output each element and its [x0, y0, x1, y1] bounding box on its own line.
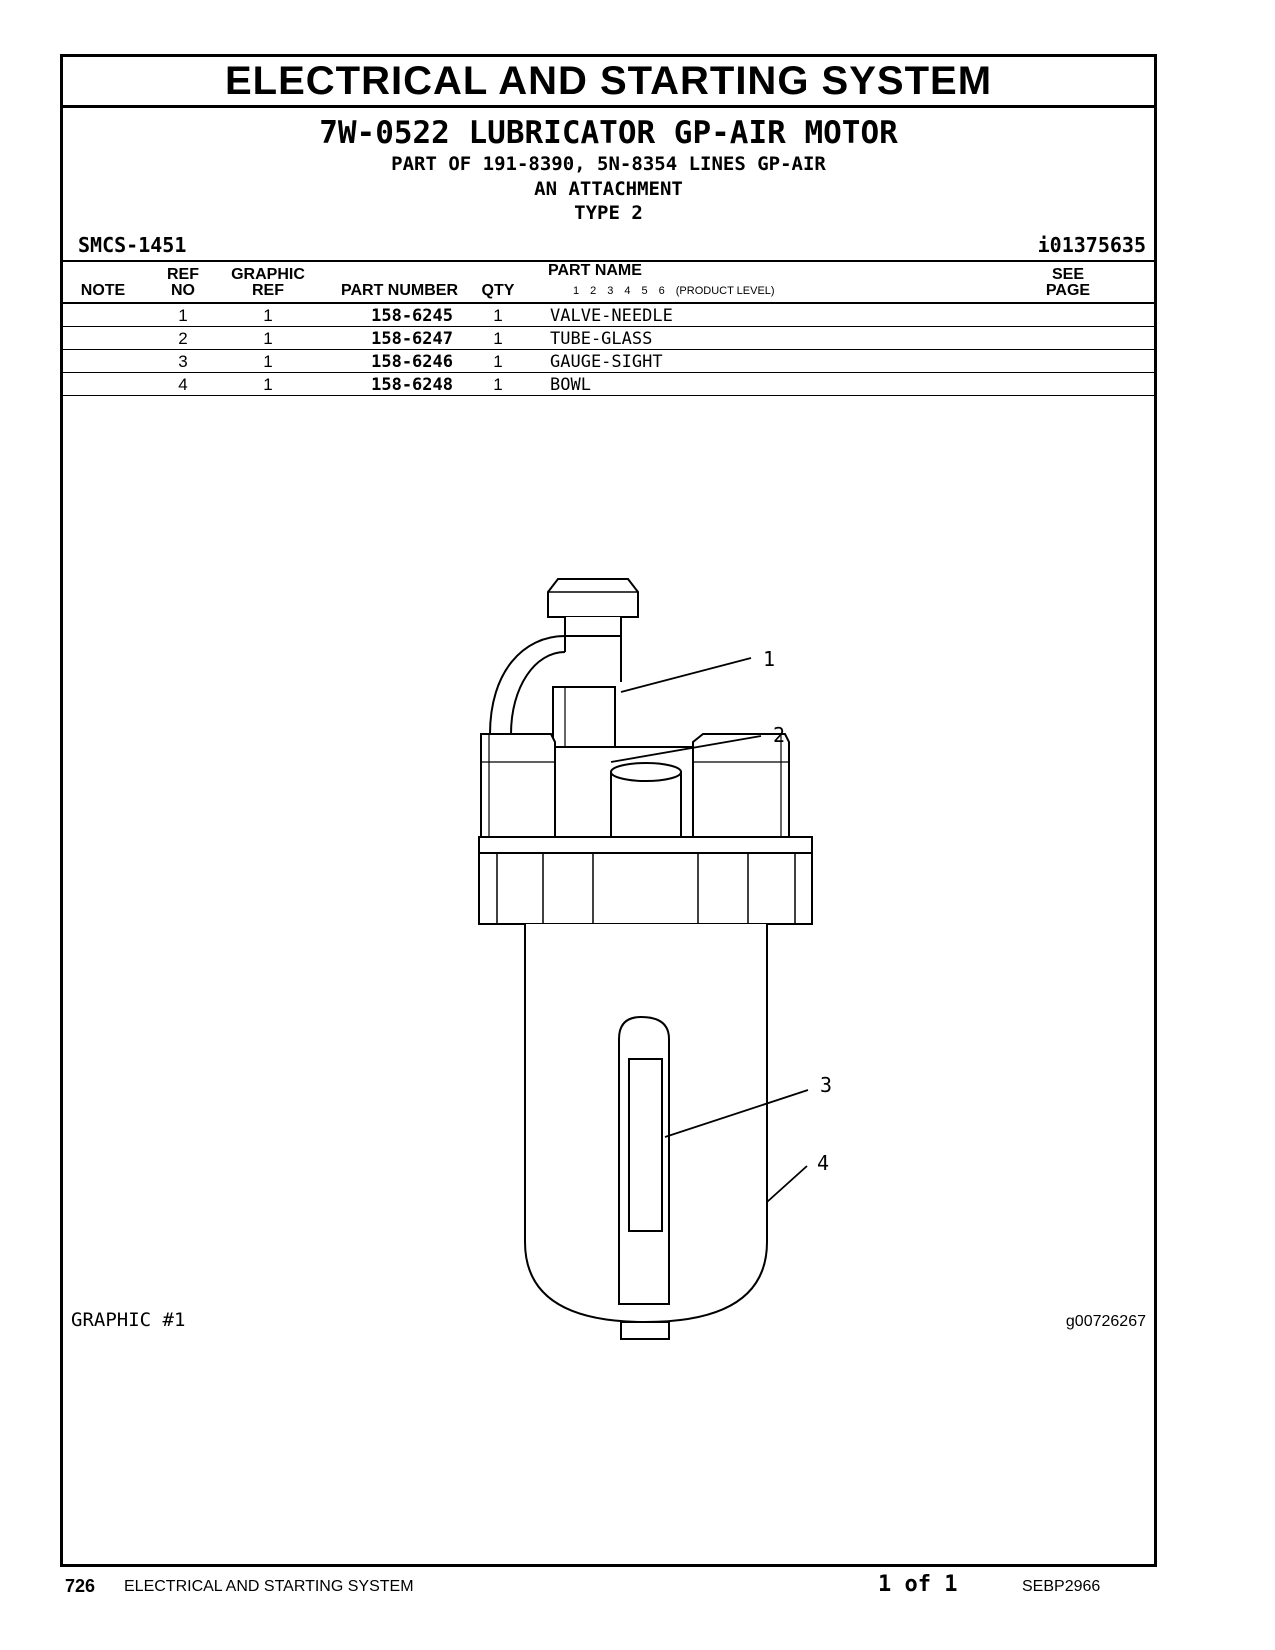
callout-2: 2	[773, 723, 786, 747]
graphic-ref: 1	[263, 375, 273, 394]
lubricator-diagram	[403, 562, 853, 1342]
col-part-number: PART NUMBER	[340, 282, 458, 299]
product-level-4: 4	[624, 285, 631, 297]
smcs-code: SMCS-1451	[78, 233, 187, 257]
part-name: GAUGE-SIGHT	[550, 352, 663, 372]
product-level-1: 1	[573, 285, 580, 297]
body-ring	[479, 853, 812, 924]
product-level-3: 3	[607, 285, 614, 297]
part-name: VALVE-NEEDLE	[550, 306, 673, 326]
graphic-ref: 1	[263, 329, 273, 348]
col-ref-bottom: NO	[171, 282, 195, 299]
page-frame	[60, 54, 1157, 1567]
product-level-label: (PRODUCT LEVEL)	[675, 285, 775, 297]
part-name: TUBE-GLASS	[550, 329, 653, 349]
table-row	[63, 350, 1154, 373]
group-title: 7W-0522 LUBRICATOR GP-AIR MOTOR	[319, 115, 898, 151]
graphic-id: g00726267	[1065, 1313, 1146, 1330]
part-name: BOWL	[550, 375, 591, 395]
qty: 1	[493, 352, 503, 371]
qty: 1	[493, 306, 503, 325]
body-collar	[479, 837, 812, 853]
graphic-ref: 1	[263, 352, 273, 371]
ref-no: 1	[178, 306, 188, 325]
right-fitting	[693, 734, 789, 837]
callout-3: 3	[820, 1073, 833, 1097]
left-fitting	[481, 734, 555, 837]
table-row	[63, 327, 1154, 350]
col-part-name: PART NAME	[548, 262, 642, 279]
drain-plug	[621, 1322, 669, 1339]
col-ref-top: REF	[167, 266, 199, 283]
part-of-line: PART OF 191-8390, 5N-8354 LINES GP-AIR	[391, 153, 826, 175]
part-number: 158-6247	[371, 329, 453, 349]
qty: 1	[493, 329, 503, 348]
qty: 1	[493, 375, 503, 394]
col-graphic-bottom: REF	[252, 282, 284, 299]
footer-page-number: 726	[65, 1576, 96, 1596]
footer-doc-number: SEBP2966	[1022, 1578, 1101, 1595]
ref-no: 4	[178, 375, 188, 394]
product-level-5: 5	[641, 285, 648, 297]
leader-line-1	[621, 658, 751, 692]
part-number: 158-6248	[371, 375, 453, 395]
col-graphic-top: GRAPHIC	[231, 266, 305, 283]
section-title: ELECTRICAL AND STARTING SYSTEM	[63, 57, 1154, 108]
ref-no: 2	[178, 329, 188, 348]
col-see-top: SEE	[1051, 266, 1084, 283]
product-level-2: 2	[590, 285, 597, 297]
glass-tube	[553, 687, 615, 747]
valve-cap	[548, 579, 638, 617]
col-note: NOTE	[80, 282, 126, 299]
document-id: i01375635	[1037, 233, 1146, 257]
footer-section: ELECTRICAL AND STARTING SYSTEM	[124, 1578, 414, 1595]
subtitle: AN ATTACHMENT	[534, 178, 683, 200]
product-level-header	[573, 285, 786, 297]
part-number: 158-6246	[371, 352, 453, 372]
col-see-bottom: PAGE	[1045, 282, 1091, 299]
graphic-label: GRAPHIC #1	[71, 1309, 186, 1331]
product-level-6: 6	[658, 285, 665, 297]
callout-1: 1	[763, 647, 776, 671]
sight-glass	[629, 1059, 662, 1231]
leader-line-4	[767, 1166, 807, 1202]
ref-no: 3	[178, 352, 188, 371]
table-row	[63, 304, 1154, 327]
footer-page-count: 1 of 1	[878, 1572, 958, 1597]
type-label: TYPE 2	[574, 202, 643, 224]
table-row	[63, 373, 1154, 396]
callout-4: 4	[817, 1151, 830, 1175]
col-qty: QTY	[481, 282, 515, 299]
part-number: 158-6245	[371, 306, 453, 326]
graphic-ref: 1	[263, 306, 273, 325]
